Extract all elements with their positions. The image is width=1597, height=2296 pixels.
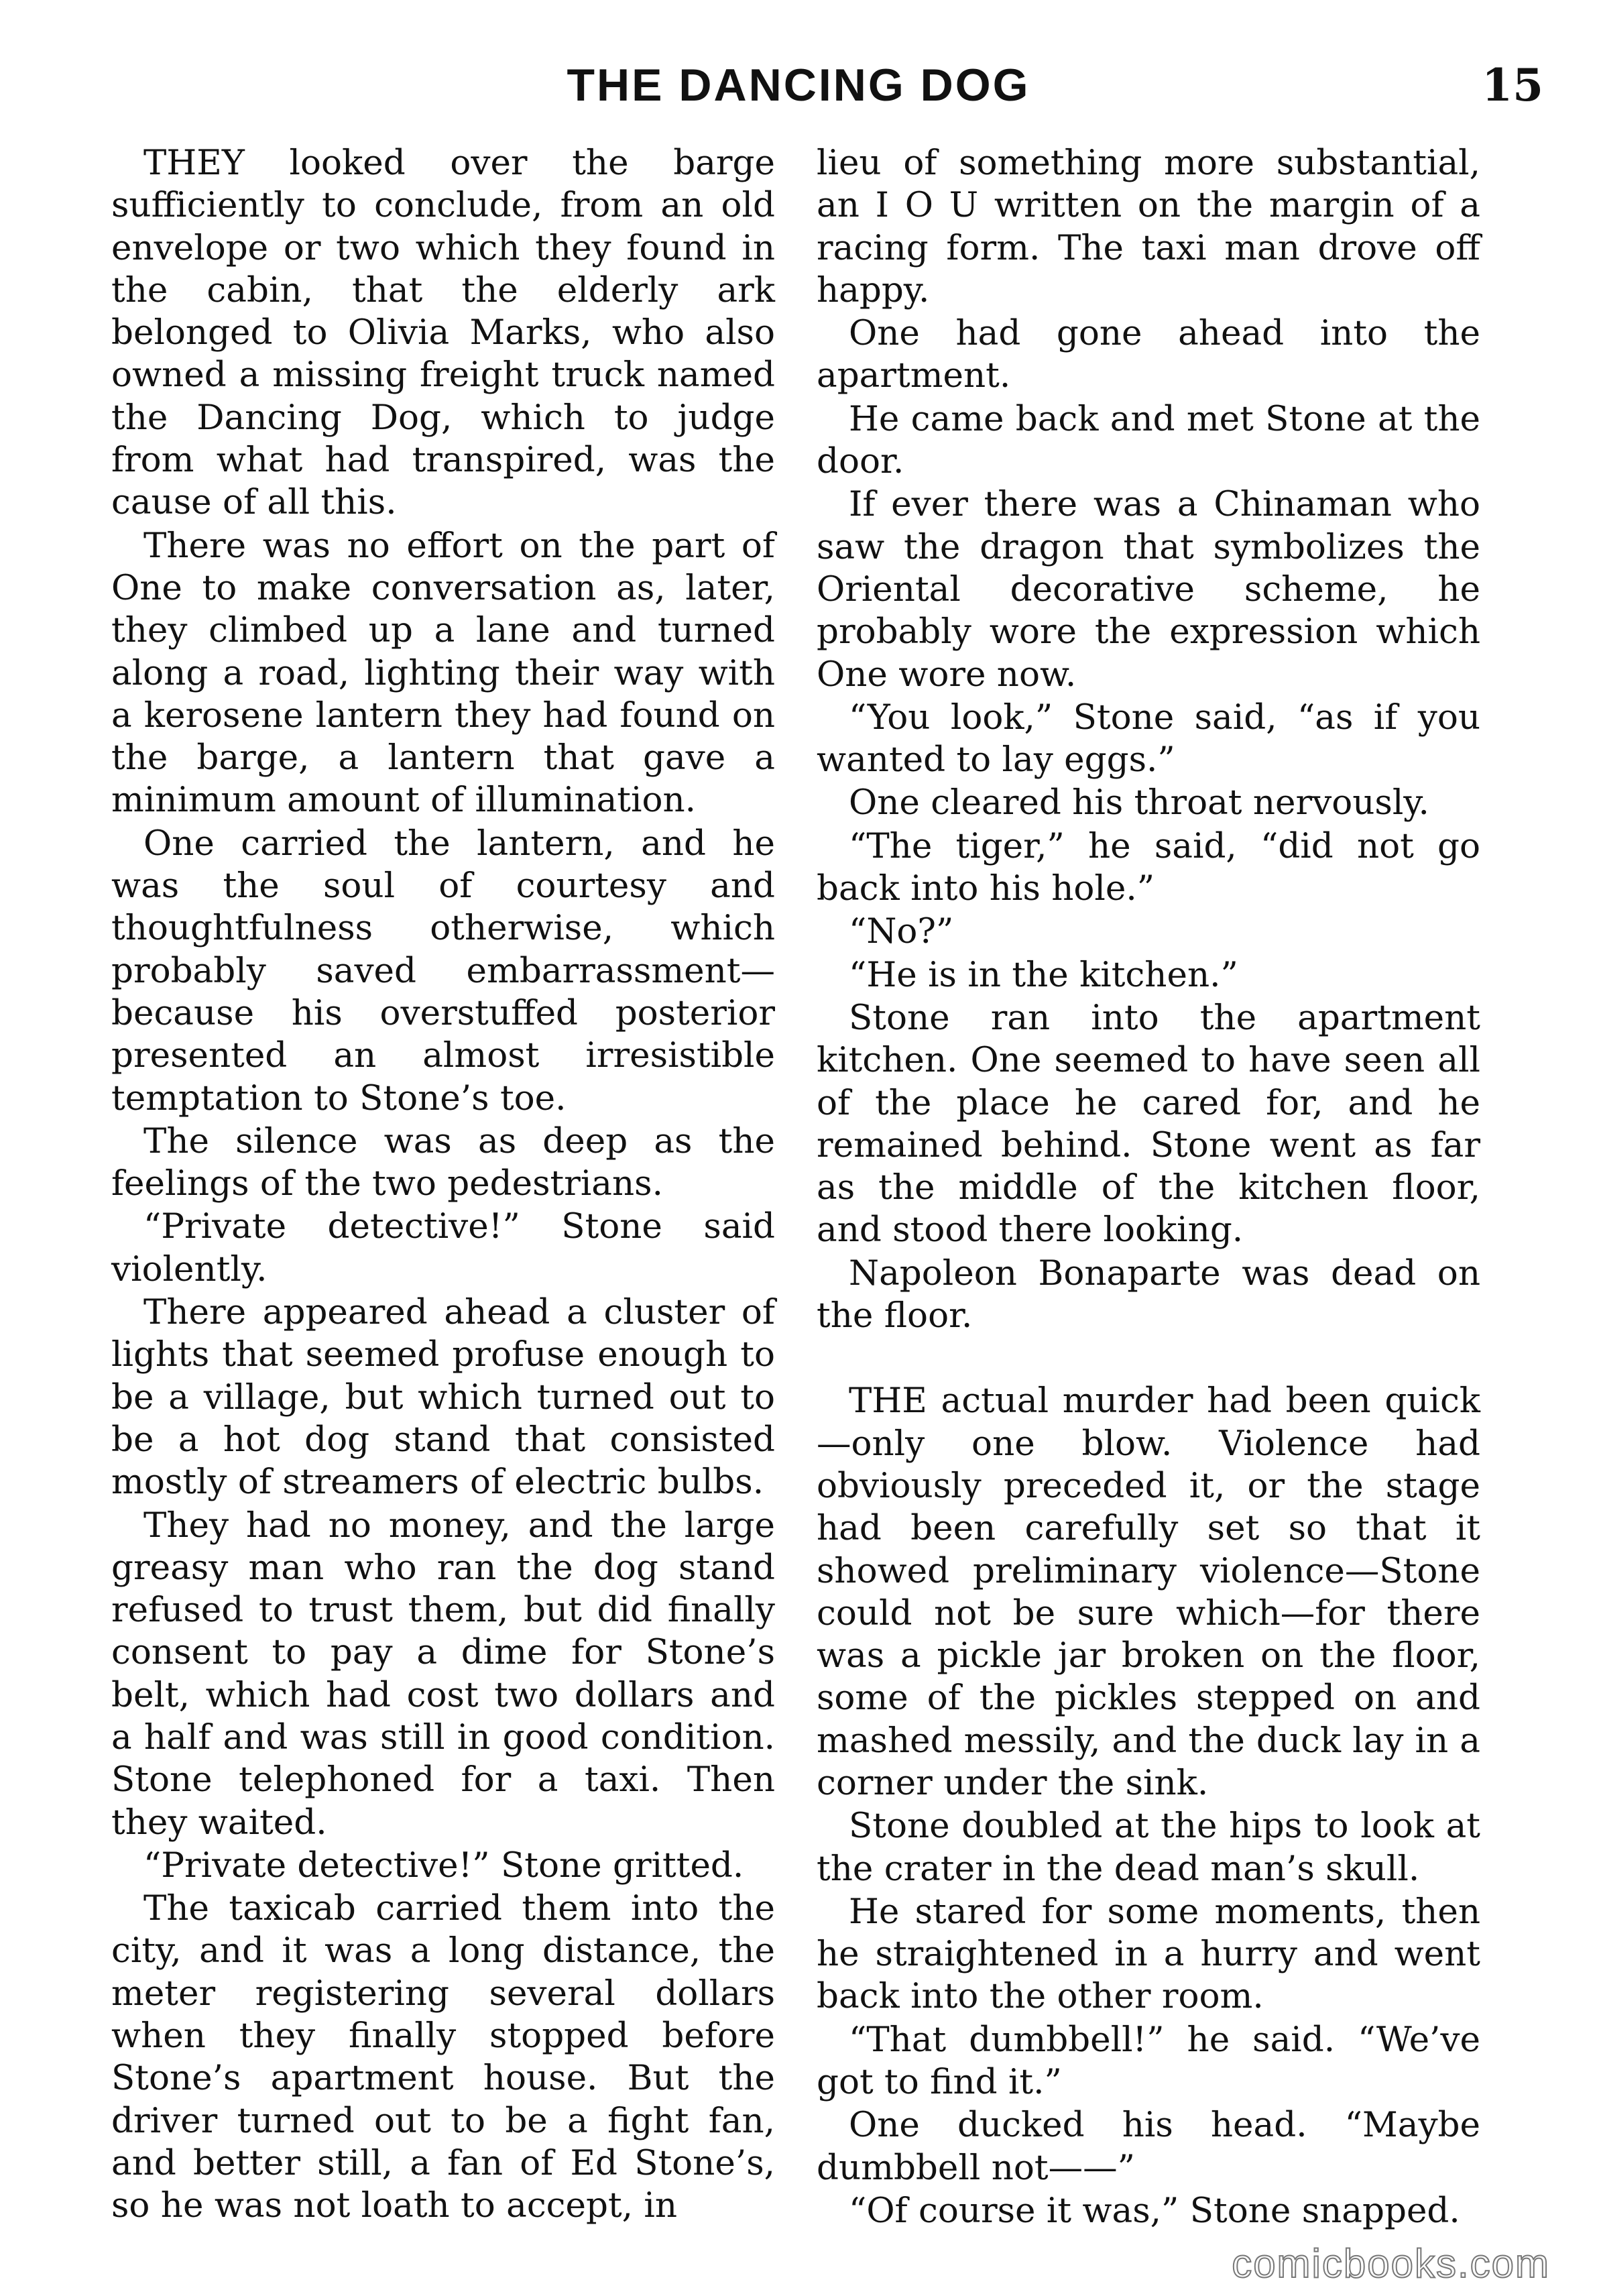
paragraph: Stone doubled at the hips to look at the crater in the dead man’s skull. bbox=[817, 1806, 1480, 1889]
paragraph: There appeared ahead a cluster of lights that seemed profuse enough to be a village, but which turned out to be a hot dog stand that consisted mostly of streamers of electric bulbs. bbox=[111, 1292, 775, 1503]
paragraph: There was no effort on the part of One to make conversation as, later, they climbed up a lane and turned along a road, lighting their way with a kerosene lantern they had found on the barge, a lantern that gave a minimum amount of illumination. bbox=[111, 525, 775, 821]
right-column bbox=[817, 142, 1480, 2233]
paragraph: The silence was as deep as the feelings of the two pedestrians. bbox=[111, 1121, 775, 1204]
left-column bbox=[111, 142, 775, 2228]
page-number: 15 bbox=[1482, 59, 1543, 111]
paragraph: If ever there was a Chinaman who saw the dragon that symbolizes the Oriental decorative scheme, he probably wore the expression which One wore now. bbox=[817, 484, 1480, 695]
paragraph: One cleared his throat nervously. bbox=[849, 783, 1429, 823]
paragraph: “Of course it was,” Stone snapped. bbox=[849, 2190, 1460, 2231]
paragraph: “That dumbbell!” he said. “We’ve got to find it.” bbox=[817, 2019, 1480, 2103]
paragraph: “You look,” Stone said, “as if you wanted to lay eggs.” bbox=[817, 697, 1480, 781]
paragraph: “The tiger,” he said, “did not go back into his hole.” bbox=[817, 825, 1480, 909]
paragraph: Stone ran into the apartment kitchen. One seemed to have seen all of the place he cared for, and he remained behind. Stone went as far as the middle of the kitchen floor, and stood there looking. bbox=[817, 997, 1480, 1251]
paragraph: One carried the lantern, and he was the soul of courtesy and thoughtfulness otherwise, which probably saved embarrassment—because his overstuffed posterior presented an almost irresistible temptation to Stone’s toe. bbox=[111, 823, 775, 1118]
paragraph: “Private detective!” Stone gritted. bbox=[143, 1845, 744, 1886]
paragraph: One had gone ahead into the apartment. bbox=[817, 313, 1480, 396]
paragraph: One ducked his head. “Maybe dumbbell not——” bbox=[817, 2105, 1480, 2188]
paragraph-continuation: lieu of something more substantial, an I O U written on the margin of a racing form. The taxi man drove off happy. bbox=[817, 143, 1480, 310]
page-title: THE DANCING DOG bbox=[567, 60, 1030, 111]
paragraph: He came back and met Stone at the door. bbox=[817, 398, 1480, 482]
section-start-paragraph: THE actual murder had been quick—only one blow. Violence had obviously preceded it, or the stage had been carefully set so that it showed preliminary violence—Stone could not be sure which—for there was a pickle jar broken on the floor, some of the pickles stepped on and mashed messily, and the duck lay in a corner under the sink. bbox=[817, 1381, 1480, 1803]
paragraph: The taxicab carried them into the city, and it was a long distance, the meter registering several dollars when they finally stopped before Stone’s apartment house. But the driver turned out to be a fight fan, and better still, a fan of Ed Stone’s, so he was not loath to accept, in bbox=[111, 1888, 775, 2226]
running-head bbox=[0, 59, 1597, 119]
paragraph: Napoleon Bonaparte was dead on the floor. bbox=[817, 1253, 1480, 1336]
paragraph: THEY looked over the barge sufficiently to conclude, from an old envelope or two which they found in the cabin, that the elderly ark belonged to Olivia Marks, who also owned a missing freight truck named the Dancing Dog, which to judge from what had transpired, was the cause of all this. bbox=[111, 143, 775, 523]
site-watermark: comicbooks.com bbox=[1232, 2241, 1550, 2286]
paragraph: They had no money, and the large greasy man who ran the dog stand refused to trust them, but did finally consent to pay a dime for Stone’s belt, which had cost two dollars and a half and was still in good condition. Stone telephoned for a taxi. Then they waited. bbox=[111, 1505, 775, 1843]
paragraph: “No?” bbox=[849, 911, 954, 952]
paragraph: “Private detective!” Stone said violently. bbox=[111, 1206, 775, 1289]
paragraph: He stared for some moments, then he straightened in a hurry and went back into the other room. bbox=[817, 1891, 1480, 2017]
paragraph: “He is in the kitchen.” bbox=[849, 954, 1238, 995]
